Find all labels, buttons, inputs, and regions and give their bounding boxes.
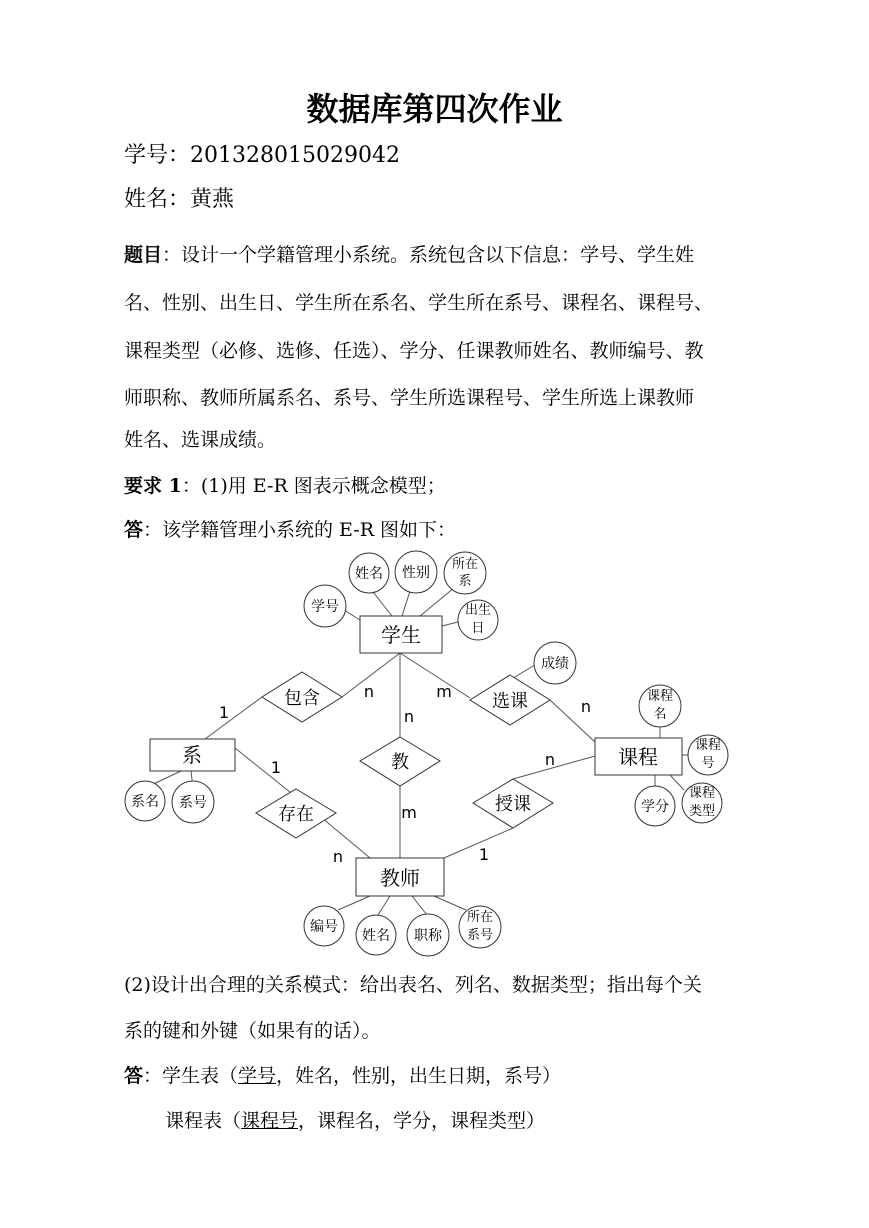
question-line-4: 师职称、教师所属系名、系号、学生所选课程号、学生所选上课教师 (124, 387, 695, 409)
attr-course-id-label-1: 课程 (694, 738, 722, 753)
relation-exist-label: 存在 (278, 804, 314, 825)
card-contains-dept: 1 (218, 703, 230, 722)
student-table-rest: ，姓名，性别，出生日期，系号） (276, 1065, 562, 1087)
question-text-1: ：设计一个学籍管理小系统。系统包含以下信息：学号、学生姓 (162, 244, 695, 266)
student-table-prefix: ：学生表（ (143, 1065, 239, 1087)
card-lecture-teacher: 1 (478, 845, 490, 864)
attr-dept-name-label: 系名 (131, 794, 159, 810)
question-line-2: 名、性别、出生日、学生所在系名、学生所在系号、课程名、课程号、 (124, 292, 714, 314)
question-line-5: 姓名、选课成绩。 (124, 429, 277, 451)
attr-student-id-label: 学号 (311, 599, 339, 615)
course-table-prefix: 课程表（ (165, 1110, 242, 1132)
attr-teacher-title-label: 职称 (414, 928, 442, 944)
attr-grade-label: 成绩 (541, 656, 569, 672)
entity-teacher-label: 教师 (380, 866, 420, 890)
requirement-2-line-1: (2)设计出合理的关系模式：给出表名、列名、数据类型；指出每个关 (124, 974, 702, 996)
answer-2-course-table (165, 1106, 790, 1133)
attr-student-dept-label-1: 所在 (451, 557, 479, 572)
attr-course-name-label-1: 课程 (646, 689, 674, 704)
requirement-1-label: 要求 1 (124, 475, 182, 497)
question-label: 题目 (124, 244, 163, 266)
attr-student-birth-label-2: 日 (471, 621, 485, 636)
course-table-rest: ，课程名，学分，课程类型） (298, 1110, 546, 1132)
requirement-2-line-2: 系的键和外键（如果有的话）。 (124, 1020, 381, 1042)
attr-student-birth-label-1: 出生 (464, 603, 492, 618)
card-contains-student: n (363, 682, 375, 701)
relation-lecture-label: 授课 (495, 794, 531, 815)
card-select-course: n (580, 697, 592, 716)
requirement-1-text: ：(1)用 E-R 图表示概念模型； (181, 475, 446, 497)
attr-course-credit-label: 学分 (641, 799, 669, 815)
student-table-key: 学号 (238, 1065, 277, 1087)
entity-department-label: 系 (182, 743, 202, 767)
attr-student-dept-label-2: 系 (458, 574, 472, 589)
answer-2-label: 答 (124, 1065, 144, 1087)
course-table-key: 课程号 (241, 1110, 299, 1132)
relation-teach-label: 教 (391, 752, 409, 773)
card-exist-dept: 1 (270, 758, 282, 777)
answer-2-student-table (124, 1061, 749, 1088)
question-line-3: 课程类型（必修、选修、任选）、学分、任课教师姓名、教师编号、教 (124, 340, 704, 362)
attr-teacher-name-label: 姓名 (362, 928, 390, 944)
card-select-student: m (436, 682, 452, 701)
card-teach-student: n (403, 707, 415, 726)
answer-1-label: 答 (124, 519, 144, 541)
relation-contains-label: 包含 (284, 688, 320, 709)
student-id-line: 学号：201328015029042 (124, 143, 400, 168)
relation-select-label: 选课 (492, 691, 528, 712)
attr-student-name-label: 姓名 (355, 566, 383, 582)
card-lecture-course: n (544, 750, 556, 769)
attr-course-type-label-1: 课程 (688, 786, 716, 801)
entity-course-label: 课程 (618, 745, 658, 769)
attr-course-type-label-2: 类型 (688, 804, 716, 819)
attr-course-name-label-2: 名 (653, 707, 667, 722)
card-exist-teacher: n (332, 847, 344, 866)
attr-dept-id-label: 系号 (179, 795, 207, 811)
attr-teacher-dept-label-1: 所在 (466, 910, 494, 925)
attr-teacher-dept-label-2: 系号 (466, 928, 494, 943)
card-teach-teacher: m (401, 803, 417, 822)
attr-student-gender-label: 性别 (402, 565, 430, 581)
name-line: 姓名：黄燕 (124, 187, 235, 212)
attr-course-id-label-2: 号 (701, 756, 715, 771)
entity-student-label: 学生 (381, 623, 421, 647)
page-title: 数据库第四次作业 (306, 90, 563, 128)
attr-teacher-id-label: 编号 (310, 919, 338, 935)
answer-1-text: ：该学籍管理小系统的 E-R 图如下： (143, 519, 457, 541)
